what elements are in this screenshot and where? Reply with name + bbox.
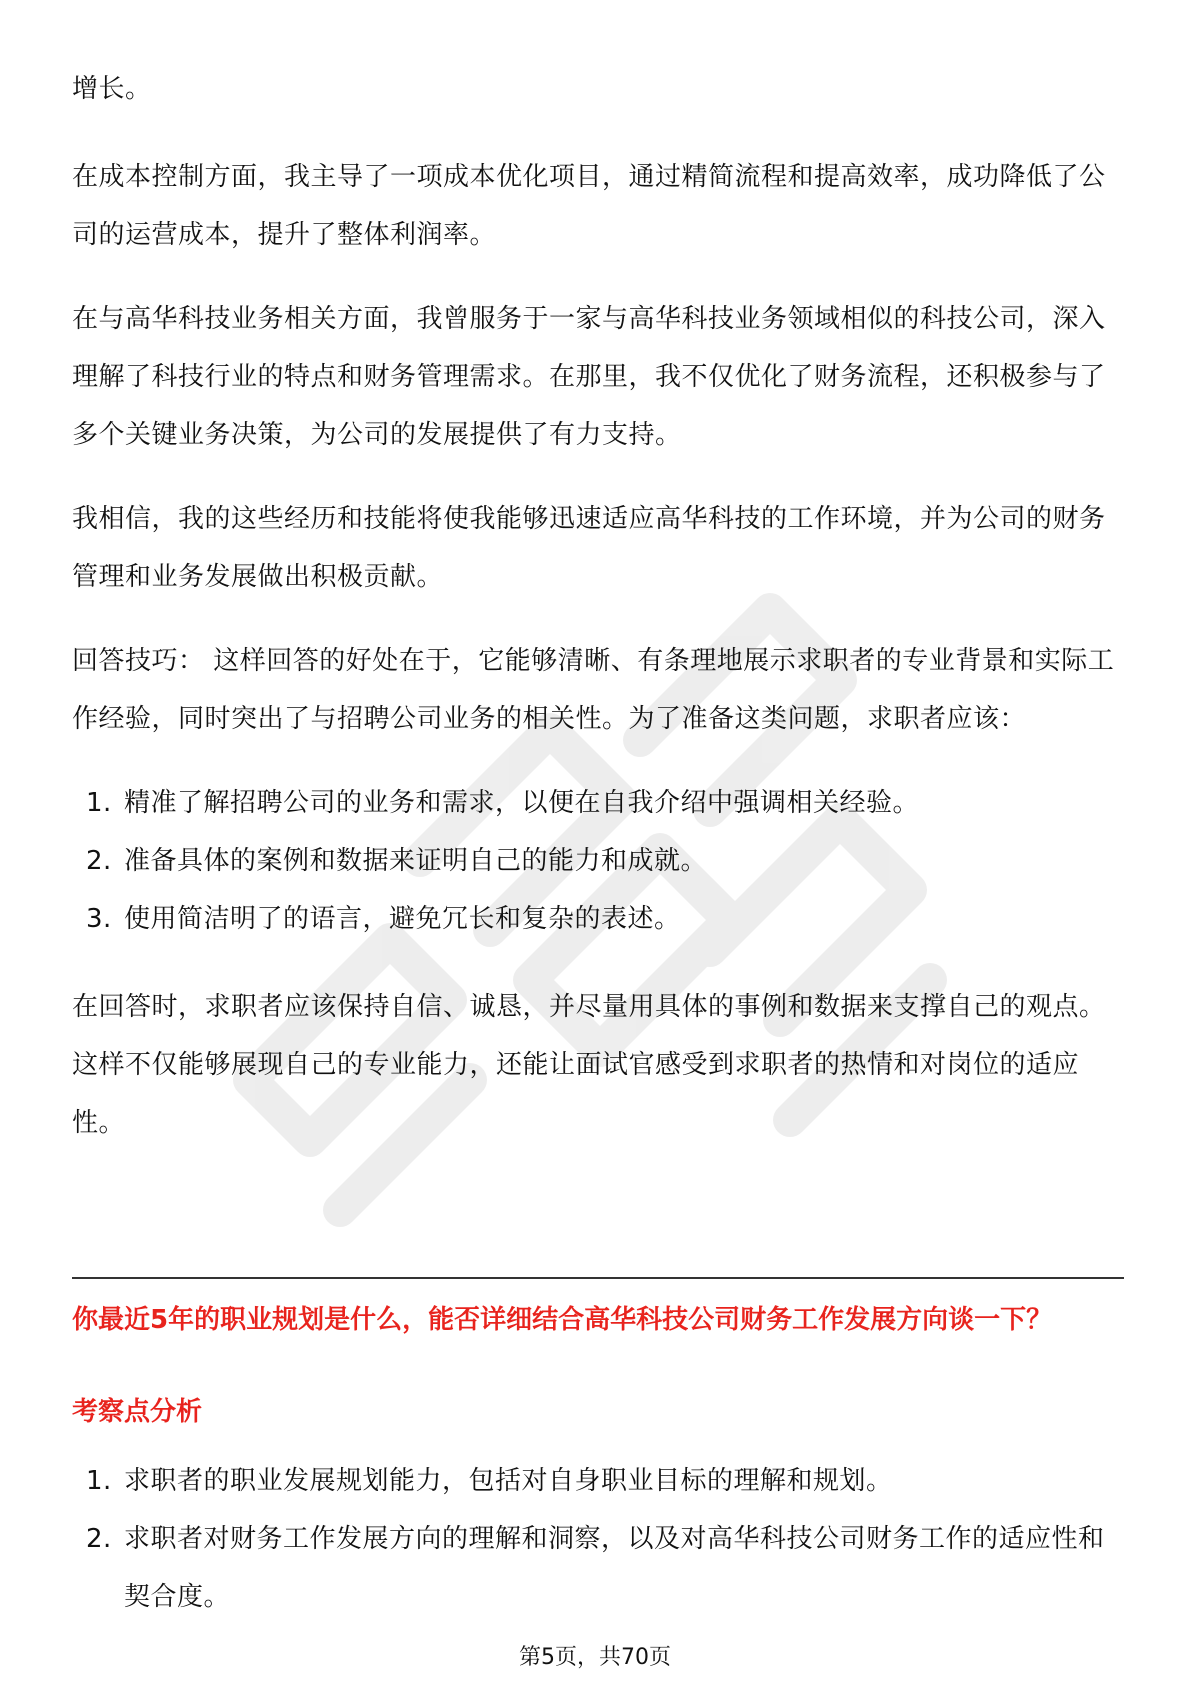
list-item — [72, 1510, 1124, 1626]
tips-list — [72, 774, 1124, 948]
analysis-heading: 考察点分析 — [72, 1397, 203, 1427]
section-divider — [72, 1277, 1124, 1279]
list-item — [72, 774, 1124, 832]
list-item-text: 精准了解招聘公司的业务和需求，以便在自我介绍中强调相关经验。 — [124, 788, 920, 818]
paragraph-closing: 在回答时，求职者应该保持自信、诚恳，并尽量用具体的事例和数据来支撑自己的观点。这样不仅能够展现自己的专业能力，还能让面试官感受到求职者的热情和对岗位的适应性。 — [72, 992, 1106, 1138]
paragraph-answer-tips: 回答技巧： 这样回答的好处在于，它能够清晰、有条理地展示求职者的专业背景和实际工作经验，同时突出了与招聘公司业务的相关性。为了准备这类问题，求职者应该： — [72, 646, 1115, 734]
paragraph-continuation: 增长。 — [72, 74, 152, 104]
paragraph-cost-control: 在成本控制方面，我主导了一项成本优化项目，通过精简流程和提高效率，成功降低了公司的运营成本，提升了整体利润率。 — [72, 162, 1106, 250]
list-number: 2. — [86, 846, 112, 876]
list-item — [72, 1452, 1124, 1510]
question-heading: 你最近5年的职业规划是什么，能否详细结合高华科技公司财务工作发展方向谈一下？ — [72, 1305, 1053, 1335]
list-item — [72, 890, 1124, 948]
paragraph-industry-experience: 在与高华科技业务相关方面，我曾服务于一家与高华科技业务领域相似的科技公司，深入理解了科技行业的特点和财务管理需求。在那里，我不仅优化了财务流程，还积极参与了多个关键业务决策，为公司的发展提供了有力支持。 — [72, 304, 1106, 450]
analysis-list-container — [72, 1452, 1124, 1656]
list-number: 1. — [86, 788, 112, 818]
list-number: 3. — [86, 904, 112, 934]
document-body — [72, 60, 1124, 1178]
analysis-list — [72, 1452, 1124, 1626]
list-item-text: 求职者对财务工作发展方向的理解和洞察，以及对高华科技公司财务工作的适应性和契合度。 — [124, 1524, 1105, 1612]
list-item — [72, 832, 1124, 890]
page-footer: 第5页，共70页 — [519, 1645, 671, 1670]
list-number: 2. — [86, 1524, 112, 1554]
paragraph-conclusion: 我相信，我的这些经历和技能将使我能够迅速适应高华科技的工作环境，并为公司的财务管理和业务发展做出积极贡献。 — [72, 504, 1106, 592]
list-item-text: 使用简洁明了的语言，避免冗长和复杂的表述。 — [124, 904, 681, 934]
list-number: 1. — [86, 1466, 112, 1496]
list-item-text: 准备具体的案例和数据来证明自己的能力和成就。 — [124, 846, 708, 876]
list-item-text: 求职者的职业发展规划能力，包括对自身职业目标的理解和规划。 — [124, 1466, 893, 1496]
